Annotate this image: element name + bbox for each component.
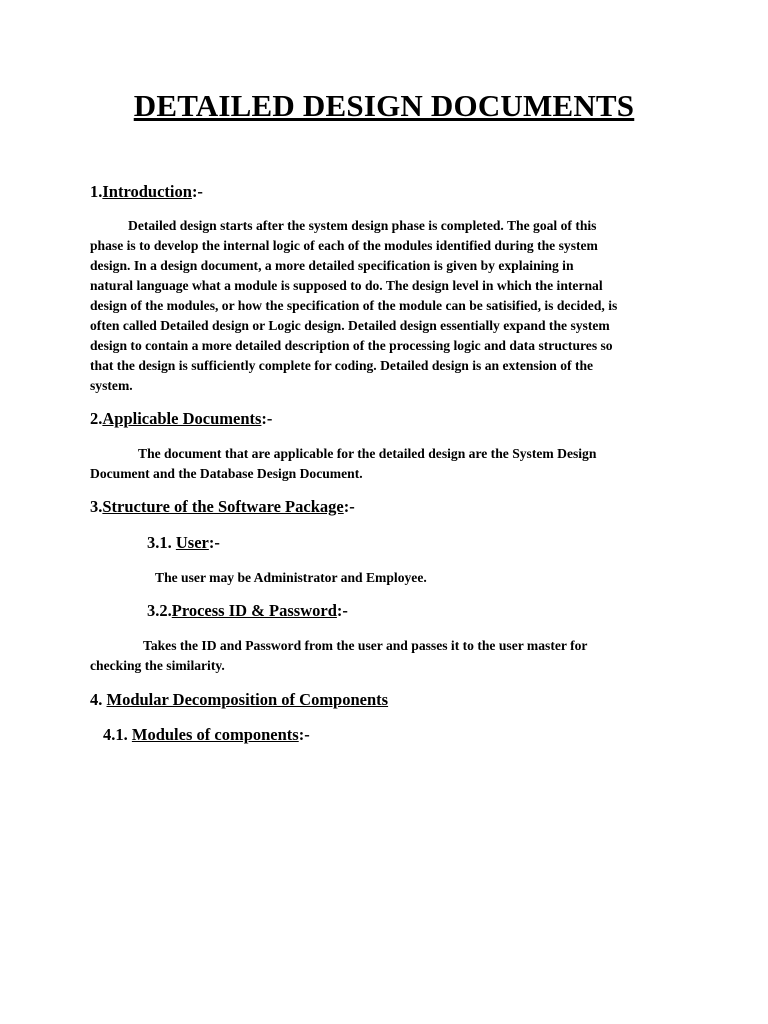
page-title: DETAILED DESIGN DOCUMENTS	[133, 88, 635, 123]
paragraph-line: often called Detailed design or Logic design. Detailed design essentially expand the system	[90, 318, 610, 333]
subsection-suffix: :-	[208, 533, 220, 552]
subsection-title: User	[175, 533, 209, 552]
paragraph-line: Detailed design starts after the system design phase is completed. The goal of this	[128, 218, 597, 233]
paragraph-line: phase is to develop the internal logic of each of the modules identified during the system	[90, 238, 598, 253]
section-suffix: :-	[191, 182, 203, 201]
paragraph-line: system.	[90, 378, 133, 393]
paragraph-line: design to contain a more detailed description of the processing logic and data structures so	[90, 338, 613, 353]
paragraph-line: that the design is sufficiently complete for coding. Detailed design is an extension of the	[90, 358, 594, 373]
paragraph-line: design. In a design document, a more detailed specification is given by explaining in	[90, 258, 574, 273]
paragraph-user	[155, 568, 427, 588]
paragraph-line: design of the modules, or how the specification of the module can be satisified, is decided, is	[90, 298, 618, 313]
subsection-heading-modules-of-components	[103, 725, 310, 745]
paragraph-line: Takes the ID and Password from the user and passes it to the user master for	[143, 638, 588, 653]
subsection-number: 3.2.	[147, 601, 172, 620]
subsection-heading-user	[147, 533, 220, 553]
paragraph-line: checking the similarity.	[90, 658, 225, 673]
subsection-title: Process ID & Password	[171, 601, 337, 620]
section-number: 2.	[90, 409, 103, 428]
section-suffix: :-	[343, 497, 355, 516]
subsection-suffix: :-	[336, 601, 348, 620]
subsection-suffix: :-	[298, 725, 310, 744]
section-title: Applicable Documents	[102, 409, 262, 428]
section-title: Structure of the Software Package	[102, 497, 344, 516]
paragraph-applicable-documents	[90, 444, 596, 484]
section-title: Modular Decomposition of Components	[106, 690, 389, 709]
section-number: 4.	[90, 690, 107, 709]
section-number: 1.	[90, 182, 103, 201]
paragraph-line: natural language what a module is supposed to do. The design level in which the internal	[90, 278, 603, 293]
subsection-heading-process-id-password	[147, 601, 348, 621]
subsection-title: Modules of components	[131, 725, 299, 744]
section-heading-introduction	[90, 182, 203, 202]
section-heading-structure	[90, 497, 355, 517]
subsection-number: 3.1.	[147, 533, 176, 552]
paragraph-line: The user may be Administrator and Employee.	[155, 570, 427, 585]
section-suffix: :-	[261, 409, 273, 428]
section-heading-modular-decomposition	[90, 690, 388, 710]
paragraph-process-id-password	[90, 636, 587, 676]
section-title: Introduction	[102, 182, 192, 201]
subsection-number: 4.1.	[103, 725, 132, 744]
paragraph-line: The document that are applicable for the detailed design are the System Design	[138, 446, 597, 461]
paragraph-introduction	[90, 216, 617, 396]
paragraph-line: Document and the Database Design Document.	[90, 466, 363, 481]
section-number: 3.	[90, 497, 103, 516]
section-heading-applicable-documents	[90, 409, 272, 429]
